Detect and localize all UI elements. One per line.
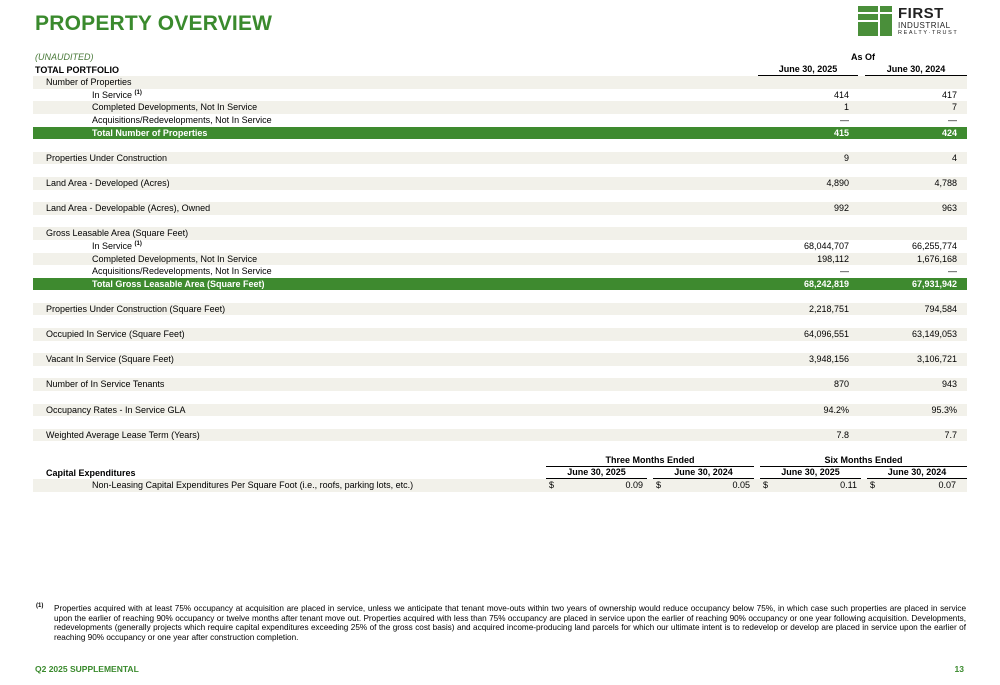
row-label bbox=[46, 378, 164, 391]
value-2024: 7.7 bbox=[944, 429, 957, 440]
value-2024: 963 bbox=[941, 203, 957, 214]
value-2025: 2,218,751 bbox=[808, 303, 849, 314]
row-label-text: Land Area - Developable (Acres), Owned bbox=[46, 203, 211, 214]
value-2025: 68,044,707 bbox=[803, 240, 849, 251]
row-label-text: In Service bbox=[92, 240, 133, 251]
capex-col-3m-2024: June 30, 2024 bbox=[653, 467, 754, 479]
value-2025: 1 bbox=[843, 102, 849, 113]
value-2024: 3,106,721 bbox=[916, 354, 957, 365]
row-label-text: Completed Developments, Not In Service bbox=[92, 253, 258, 264]
value-2025: — bbox=[840, 266, 849, 277]
row-label bbox=[46, 177, 170, 190]
value-2025: 415 bbox=[833, 127, 849, 138]
table-subheader-row bbox=[33, 64, 967, 77]
row-label-text: Weighted Average Lease Term (Years) bbox=[46, 429, 200, 440]
value-2025: 94.2% bbox=[823, 404, 849, 415]
column-header-2025: June 30, 2025 bbox=[758, 64, 858, 76]
table-row bbox=[33, 240, 967, 253]
footnote-ref: (1) bbox=[134, 89, 142, 96]
logo-text-realty: REALTY·TRUST bbox=[898, 30, 959, 36]
table-header-row bbox=[33, 51, 967, 64]
page-number: 13 bbox=[954, 664, 964, 674]
property-overview-table bbox=[33, 51, 967, 441]
row-label bbox=[92, 278, 265, 291]
value-2025: — bbox=[840, 114, 849, 125]
spacer-row bbox=[33, 416, 967, 429]
capex-value: 0.09 bbox=[625, 480, 643, 491]
table-row bbox=[33, 76, 967, 89]
value-2024: 1,676,168 bbox=[916, 253, 957, 264]
spacer-row bbox=[33, 164, 967, 177]
capex-value: 0.05 bbox=[732, 480, 750, 491]
value-2024: — bbox=[948, 266, 957, 277]
page-title: PROPERTY OVERVIEW bbox=[35, 12, 273, 35]
row-label bbox=[46, 303, 225, 316]
row-label-text: Properties Under Construction (Square Feet) bbox=[46, 303, 226, 314]
spacer-row bbox=[33, 341, 967, 354]
table-row bbox=[33, 404, 967, 417]
row-label bbox=[46, 353, 174, 366]
row-label-text: Total Number of Properties bbox=[92, 127, 208, 138]
footnote-ref: (1) bbox=[134, 240, 142, 247]
capex-value: 0.11 bbox=[840, 480, 857, 491]
row-label bbox=[92, 101, 257, 114]
table-row bbox=[33, 429, 967, 442]
unaudited-label: (UNAUDITED) bbox=[35, 52, 94, 62]
row-label-text: Number of In Service Tenants bbox=[46, 379, 165, 390]
row-label bbox=[46, 429, 200, 442]
as-of-header: As Of bbox=[851, 52, 876, 62]
capex-col-6m-2025: June 30, 2025 bbox=[760, 467, 861, 479]
row-label-text: Properties Under Construction bbox=[46, 152, 168, 163]
spacer-row bbox=[33, 391, 967, 404]
capital-expenditures-table bbox=[33, 454, 967, 492]
row-label-text: Acquisitions/Redevelopments, Not In Service bbox=[92, 114, 272, 125]
six-months-header: Six Months Ended bbox=[760, 454, 967, 467]
table-row bbox=[33, 227, 967, 240]
logo-text-industrial: INDUSTRIAL bbox=[898, 21, 951, 30]
spacer-row bbox=[33, 215, 967, 228]
value-2025: 64,096,551 bbox=[803, 329, 849, 340]
value-2025: 870 bbox=[833, 379, 849, 390]
value-2025: 414 bbox=[833, 89, 849, 100]
table-row bbox=[33, 265, 967, 278]
table-row bbox=[33, 303, 967, 316]
capex-column-header-row bbox=[33, 467, 967, 480]
spacer-row bbox=[33, 315, 967, 328]
row-label-text: Vacant In Service (Square Feet) bbox=[46, 354, 174, 365]
row-label bbox=[92, 114, 272, 127]
capex-value: 0.07 bbox=[938, 480, 956, 491]
row-label-text: In Service bbox=[92, 89, 133, 100]
footnote-mark: (1) bbox=[36, 603, 44, 609]
table-row bbox=[33, 89, 967, 102]
three-months-header: Three Months Ended bbox=[546, 454, 754, 467]
capex-col-3m-2025: June 30, 2025 bbox=[546, 467, 647, 479]
value-2025: 9 bbox=[843, 152, 849, 163]
row-label bbox=[46, 404, 186, 417]
row-label-text: Occupied In Service (Square Feet) bbox=[46, 329, 185, 340]
value-2025: 4,890 bbox=[826, 177, 849, 188]
table-row bbox=[33, 378, 967, 391]
value-2025: 68,242,819 bbox=[803, 278, 849, 289]
row-label-text: Total Gross Leasable Area (Square Feet) bbox=[92, 278, 265, 289]
capex-row bbox=[33, 479, 967, 492]
capex-row-label: Non-Leasing Capital Expenditures Per Square Foot (i.e., roofs, parking lots, etc.) bbox=[92, 480, 414, 491]
row-label bbox=[92, 240, 142, 253]
footnote bbox=[36, 604, 966, 642]
value-2024: 63,149,053 bbox=[911, 329, 957, 340]
value-2024: — bbox=[948, 114, 957, 125]
table-row bbox=[33, 328, 967, 341]
currency-symbol: $ bbox=[870, 480, 876, 491]
table-row bbox=[33, 152, 967, 165]
company-logo bbox=[858, 6, 963, 38]
capex-section-title: Capital Expenditures bbox=[46, 467, 136, 478]
value-2024: 95.3% bbox=[931, 404, 957, 415]
row-label-text: Land Area - Developed (Acres) bbox=[46, 177, 170, 188]
row-label-text: Occupancy Rates - In Service GLA bbox=[46, 404, 186, 415]
value-2024: 67,931,942 bbox=[911, 278, 957, 289]
spacer-row bbox=[33, 366, 967, 379]
value-2025: 3,948,156 bbox=[808, 354, 849, 365]
footer-supplemental-label: Q2 2025 SUPPLEMENTAL bbox=[35, 664, 139, 674]
section-title: TOTAL PORTFOLIO bbox=[35, 64, 119, 75]
value-2024: 4 bbox=[951, 152, 957, 163]
value-2024: 794,584 bbox=[924, 303, 957, 314]
capex-group-header-row bbox=[33, 454, 967, 467]
currency-symbol: $ bbox=[656, 480, 662, 491]
row-label-text: Gross Leasable Area (Square Feet) bbox=[46, 228, 189, 239]
row-label-text: Completed Developments, Not In Service bbox=[92, 102, 258, 113]
currency-symbol: $ bbox=[549, 480, 555, 491]
spacer-row bbox=[33, 290, 967, 303]
table-row bbox=[33, 253, 967, 266]
value-2024: 424 bbox=[941, 127, 957, 138]
row-label bbox=[46, 328, 185, 341]
value-2024: 943 bbox=[941, 379, 957, 390]
column-header-2024: June 30, 2024 bbox=[865, 64, 967, 76]
value-2024: 66,255,774 bbox=[911, 240, 957, 251]
value-2024: 417 bbox=[941, 89, 957, 100]
table-row bbox=[33, 114, 967, 127]
row-label bbox=[46, 202, 210, 215]
value-2025: 7.8 bbox=[836, 429, 849, 440]
total-row bbox=[33, 278, 967, 291]
row-label-text: Acquisitions/Redevelopments, Not In Service bbox=[92, 266, 272, 277]
currency-symbol: $ bbox=[763, 480, 769, 491]
table-row bbox=[33, 202, 967, 215]
row-label bbox=[46, 227, 188, 240]
value-2025: 198,112 bbox=[817, 253, 849, 264]
table-row bbox=[33, 177, 967, 190]
row-label bbox=[46, 152, 167, 165]
logo-text-first: FIRST bbox=[898, 5, 944, 22]
table-row bbox=[33, 353, 967, 366]
value-2025: 992 bbox=[833, 203, 849, 214]
row-label-text: Number of Properties bbox=[46, 77, 132, 88]
table-row bbox=[33, 101, 967, 114]
row-label bbox=[92, 253, 257, 266]
row-label bbox=[92, 127, 207, 140]
capex-col-6m-2024: June 30, 2024 bbox=[867, 467, 967, 479]
logo-mark-icon bbox=[858, 6, 892, 36]
row-label bbox=[92, 265, 272, 278]
total-row bbox=[33, 127, 967, 140]
row-label bbox=[92, 89, 142, 102]
footnote-text: Properties acquired with at least 75% occupancy at acquisition are placed in service, unless we anticipate that tenant move-outs within two years of ownership would reduce occupancy below 75%, in which case such properties are placed in service upon the earlier of reaching 90% occupancy or twelve months after tenant move out. Properties acquired with less than 75% occupancy are placed in service upon the earlier of reaching 90% occupancy or one year following acquisition. Developments, redevelopments (generally projects which require capital expenditures exceeding 25% of the gross cost basis) and acquired income-producing land parcels for which our ultimate intent is to redevelop or develop are placed in service upon the earlier of reaching 90% occupancy or one year after construction completion. bbox=[54, 604, 966, 642]
spacer-row bbox=[33, 139, 967, 152]
spacer-row bbox=[33, 190, 967, 203]
value-2024: 4,788 bbox=[934, 177, 957, 188]
row-label bbox=[46, 76, 132, 89]
value-2024: 7 bbox=[951, 102, 957, 113]
